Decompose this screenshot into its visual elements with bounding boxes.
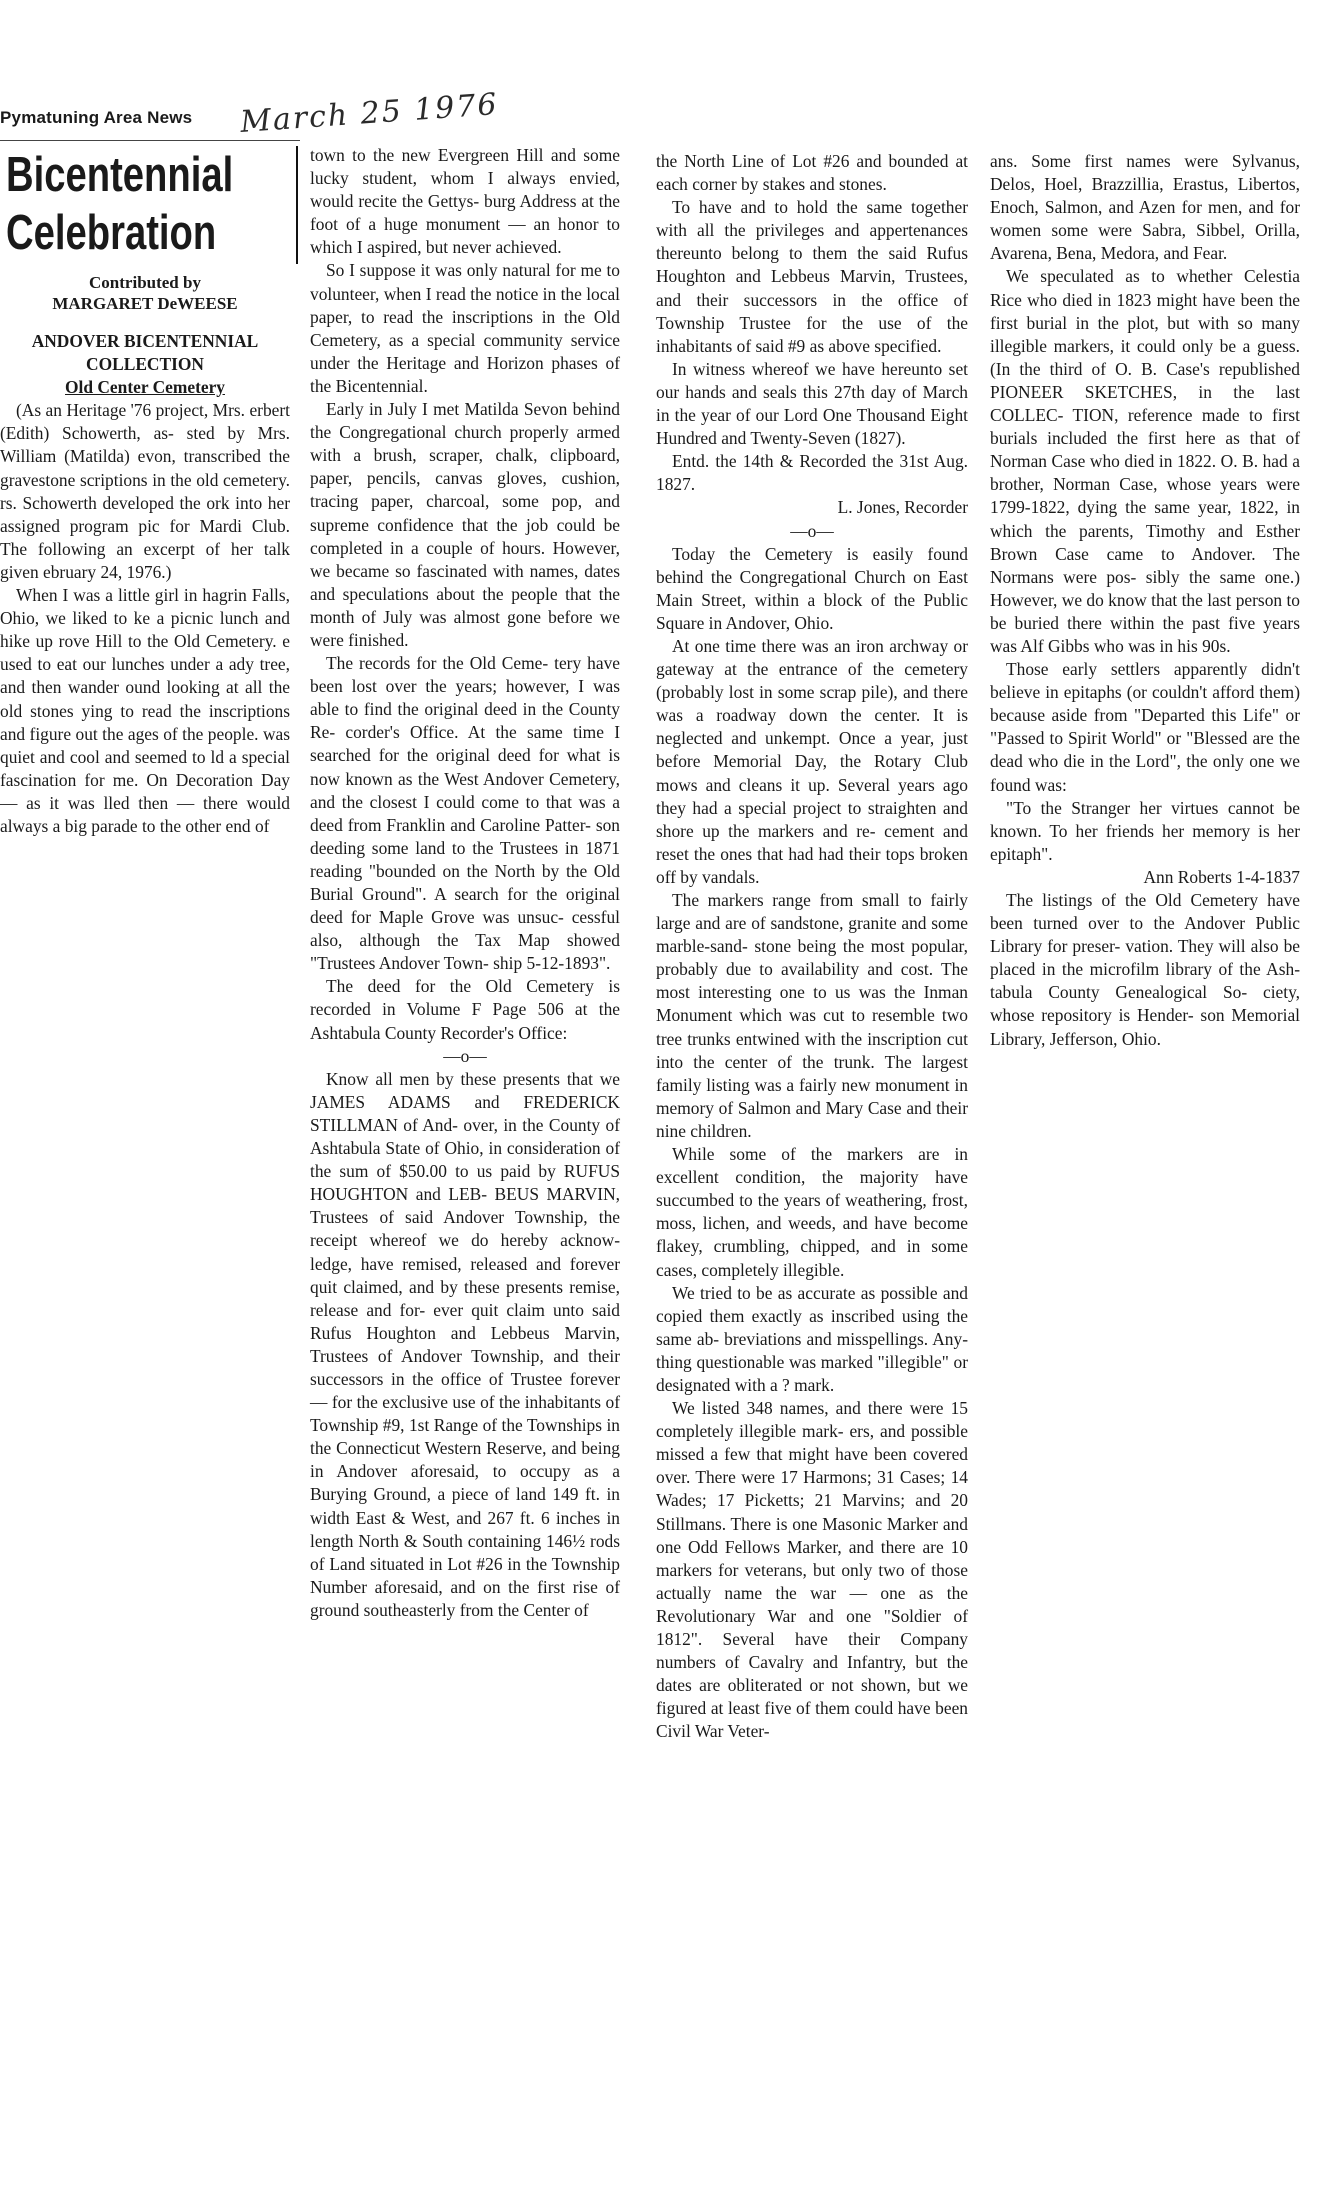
paragraph: We listed 348 names, and there were 15 completely illegible mark- ers, and possible missed a few that might have been covered over. There were 17 Harmons; 31 Cases; 14 Wades; 17 Picketts; 21 Marvins; and 20 Stillmans. There is one Masonic Marker and one Odd Fellows Marker, and there are 10 markers for veterans, but only two of those actually name the war — one as the Revolutionary War and one "Soldier of 1812". Several have their Company numbers of Cavalry and Infantry, but the dates are obliterated or not shown, but we figured at least five of them could have been Civil War Veter- bbox=[656, 1398, 968, 1742]
section-divider: —o— bbox=[790, 520, 834, 541]
paragraph: When I was a little girl in hagrin Falls, Ohio, we liked to ke a picnic lunch and hike up rove Hill to the Old Cemetery. e used to eat our lunches under a ady tree, and then wander ound looking at all the old stones ying to read the inscriptions and figure out the ages of the people. was quiet and cool and seemed to ld a special fascination for me. On Decoration Day — as it was lled then — there would always a big parade to the other end of bbox=[0, 585, 290, 836]
paragraph: Early in July I met Matilda Sevon behind the Congregational church properly armed with a brush, scraper, chalk, clipboard, paper, pencils, canvas gloves, cushion, tracing paper, charcoal, some pop, and supreme confidence that the job could be completed in a couple of hours. However, we became so fascinated with names, dates and speculations about the people that the month of July was almost gone before we were finished. bbox=[310, 399, 620, 650]
masthead-rule bbox=[0, 140, 300, 141]
collection-heading-2: COLLECTION bbox=[86, 354, 204, 375]
paragraph: (As an Heritage '76 project, Mrs. erbert (Edith) Schowerth, as- sted by Mrs. William (Matilda) evon, transcribed the gravestone scriptions in the old cemetery. rs. Schowerth developed the ork into her assigned program pic for Mardi Club. The following an excerpt of her talk given ebruary 24, 1976.) bbox=[0, 400, 290, 582]
headline-line-1: Bicentennial bbox=[6, 148, 234, 202]
paragraph: To have and to hold the same together with all the privileges and appertenances thereunto belong to them the said Rufus Houghton and Lebbeus Marvin, Trustees, and their successors in the office of Township Trustee for the use of the inhabitants of said #9 as above specified. bbox=[656, 197, 968, 356]
column-2 bbox=[310, 144, 620, 1622]
handwritten-date: March 25 1976 bbox=[239, 87, 500, 140]
paragraph: While some of the markers are in excellent condition, the majority have succumbed to the years of weathering, frost, moss, lichen, and weeds, and have become flakey, crumbling, chipped, and in some cases, completely illegible. bbox=[656, 1144, 968, 1280]
recorder-signature: L. Jones, Recorder bbox=[837, 497, 968, 518]
paragraph: In witness whereof we have hereunto set our hands and seals this 27th day of March in the year of our Lord One Thousand Eight Hundred and Twenty-Seven (1827). bbox=[656, 358, 968, 449]
collection-heading-1: ANDOVER BICENTENNIAL bbox=[31, 331, 259, 351]
paragraph: Those early settlers apparently didn't believe in epitaphs (or couldn't afford them) because aside from "Departed this Life" or "Passed to Spirit World" or "Blessed are the dead who die in the Lord", the only one we found was: bbox=[990, 659, 1300, 795]
epitaph-attribution: Ann Roberts 1-4-1837 bbox=[1143, 866, 1300, 887]
masthead: Pymatuning Area News bbox=[0, 108, 193, 127]
section-divider: —o— bbox=[443, 1045, 487, 1066]
paragraph: Entd. the 14th & Recorded the 31st Aug. 1827. bbox=[656, 451, 968, 495]
headline-line-2: Celebration bbox=[6, 206, 217, 260]
paragraph: ans. Some first names were Sylvanus, Delos, Hoel, Brazzillia, Erastus, Libertos, Enoch, Salmon, and Azen for men, and for women some were Sabra, Sibbel, Orilla, Avarena, Bena, Medora, and Fear. bbox=[990, 151, 1300, 264]
column-1 bbox=[0, 330, 290, 838]
byline-label: Contributed by bbox=[89, 273, 201, 292]
paragraph: the North Line of Lot #26 and bounded at each corner by stakes and stones. bbox=[656, 151, 968, 195]
epitaph-quote: "To the Stranger her virtues cannot be known. To her friends her memory is her epitaph". bbox=[990, 797, 1300, 864]
paragraph: The deed for the Old Cemetery is recorded in Volume F Page 506 at the Ashtabula County Recorder's Office: bbox=[310, 976, 620, 1043]
headline bbox=[6, 146, 298, 264]
deed-text: Know all men by these presents that we JAMES ADAMS and FREDERICK STILLMAN of And- over, in the County of Ashtabula State of Ohio, in consideration of the sum of $50.00 to us paid by RUFUS HOUGHTON and LEB- BEUS MARVIN, Trustees of said Andover Township, the receipt whereof we do hereby acknow- ledge, have remised, released and forever quit claimed, and by these presents remise, release and for- ever quit claim unto said Rufus Houghton and Lebbeus Marvin, Trustees of Andover Township, and their successors in the office of Trustee forever — for the exclusive use of the inhabitants of Township #9, 1st Range of the Townships in the Connecticut Western Reserve, and being in Andover aforesaid, to occupy as a Burying Ground, a piece of land 149 ft. in width East & West, and 267 ft. 6 inches in length North & South containing 146½ rods of Land situated in Lot #26 in the Township Number aforesaid, and on the first rise of ground southeasterly from the Center of bbox=[310, 1068, 620, 1620]
paragraph: town to the new Evergreen Hill and some lucky student, whom I always envied, would recite the Gettys- burg Address at the foot of a huge monument — an honor to which I aspired, but never achieved. bbox=[310, 145, 620, 258]
paragraph: Today the Cemetery is easily found behind the Congregational Church on East Main Street, within a block of the Public Square in Andover, Ohio. bbox=[656, 543, 968, 633]
collection-subheading: Old Center Cemetery bbox=[65, 377, 225, 398]
column-3 bbox=[656, 150, 968, 1743]
paragraph: The markers range from small to fairly large and are of sandstone, granite and some marble-sand- stone being the most popular, probably due to availability and cost. The most interesting one to us was the Inman Monument which was cut to resemble two tree trunks entwined with the inscription cut into the center of the trunk. The largest family listing was a fairly new monument in memory of Salmon and Mary Case and their nine children. bbox=[656, 890, 968, 1141]
byline-author: MARGARET DeWEESE bbox=[52, 294, 238, 313]
paragraph: At one time there was an iron archway or gateway at the entrance of the cemetery (probably lost in some scrap pile), and there was a roadway down the center. It is neglected and unkempt. Once a year, just before Memorial Day, the Rotary Club mows and cleans it up. Several years ago they had a special project to straighten and shore up the markers and re- cement and reset the ones that had had their tops broken off by vandals. bbox=[656, 635, 968, 887]
paragraph: We tried to be as accurate as possible and copied them exactly as inscribed using the same ab- breviations and misspellings. Any- thing questionable was marked "illegible" or designated with a ? mark. bbox=[656, 1282, 968, 1395]
paragraph: The records for the Old Ceme- tery have been lost over the years; however, I was able to find the original deed in the County Re- corder's Office. At the same time I searched for the original deed for what is now known as the West Andover Cemetery, and the closest I could come to that was a deed from Franklin and Caroline Patter- son deeding some land to the Trustees in 1871 reading "bounded on the North by the Old Burial Ground". A search for the original deed for Maple Grove was unsuc- cessful also, although the Tax Map showed "Trustees Andover Town- ship 5-12-1893". bbox=[310, 653, 620, 974]
paragraph: We speculated as to whether Celestia Rice who died in 1823 might have been the first burial in the plot, but with so many illegible markers, it could only be a guess. (In the third of O. B. Case's republished PIONEER SKETCHES, in the last COLLEC- TION, reference made to first burials included the first here as that of Norman Case who died in 1822. O. B. had a brother, Norman Case, whose years were 1799-1822, dying the same year, 1822, in which the parents, Timothy and Esther Brown Case came to Andover. The Normans were pos- sibly the same one.) However, we do know that the last person to be buried there within the past five years was Alf Gibbs who was in his 90s. bbox=[990, 266, 1300, 656]
paragraph: The listings of the Old Cemetery have been turned over to the Andover Public Library for preser- vation. They will also be placed in the microfilm library of the Ash- tabula County Genealogical So- ciety, whose repository is Hender- son Memorial Library, Jefferson, Ohio. bbox=[990, 890, 1300, 1049]
paragraph: So I suppose it was only natural for me to volunteer, when I read the notice in the local paper, to read the inscriptions in the Old Cemetery, as a special community service under the Heritage and Horizon phases of the Bicentennial. bbox=[310, 260, 620, 396]
column-4 bbox=[990, 150, 1300, 1051]
